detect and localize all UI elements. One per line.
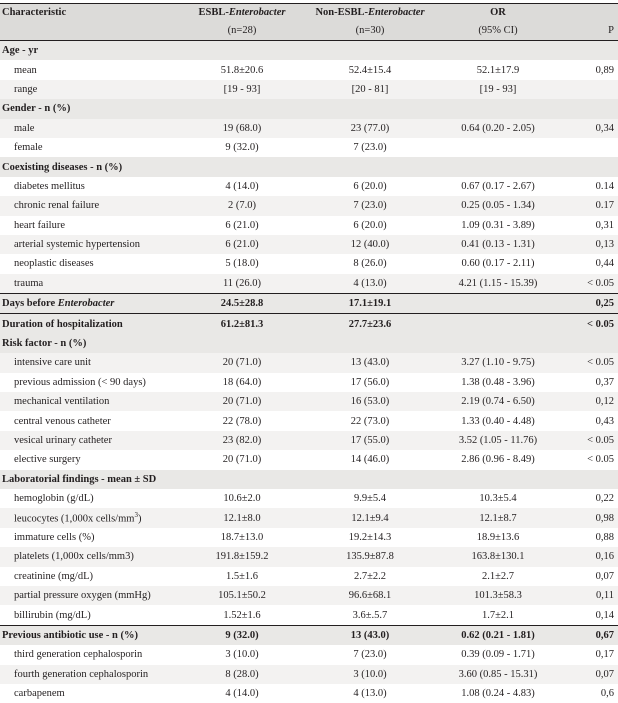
table-row xyxy=(0,216,618,235)
esbl-value: 19 (68.0) xyxy=(178,119,306,138)
esbl-value: 18.7±13.0 xyxy=(178,528,306,547)
esbl-value: 4 (14.0) xyxy=(178,177,306,196)
empty-cell xyxy=(178,99,306,118)
row-label: carbapenem xyxy=(0,684,178,703)
row-label: heart failure xyxy=(0,216,178,235)
esbl-value: 20 (71.0) xyxy=(178,450,306,469)
row-label: elective surgery xyxy=(0,450,178,469)
header-esbl: ESBL-Enterobacter xyxy=(178,4,306,21)
non-esbl-value: 3 (10.0) xyxy=(306,665,434,684)
p-value xyxy=(562,80,618,99)
or-value: 1.33 (0.40 - 4.48) xyxy=(434,411,562,430)
row-label: Coexisting diseases - n (%) xyxy=(0,157,178,176)
p-value: < 0.05 xyxy=(562,314,618,334)
p-value: < 0.05 xyxy=(562,274,618,294)
empty-cell xyxy=(562,157,618,176)
non-esbl-value: 96.6±68.1 xyxy=(306,586,434,605)
row-label: leucocytes (1,000x cells/$mm^3$) xyxy=(0,508,178,527)
non-esbl-value: 14 (46.0) xyxy=(306,450,434,469)
p-value: 0,67 xyxy=(562,625,618,645)
table-row xyxy=(0,508,618,527)
esbl-value: 6 (21.0) xyxy=(178,235,306,254)
or-value: 1.38 (0.48 - 3.96) xyxy=(434,373,562,392)
row-label: mechanical ventilation xyxy=(0,392,178,411)
row-label: billirubin (mg/dL) xyxy=(0,605,178,625)
table-row xyxy=(0,411,618,430)
p-value: 0,14 xyxy=(562,605,618,625)
or-value: 1.09 (0.31 - 3.89) xyxy=(434,216,562,235)
p-value: 0.14 xyxy=(562,177,618,196)
non-esbl-value: 16 (53.0) xyxy=(306,392,434,411)
empty-cell xyxy=(562,334,618,353)
or-value xyxy=(434,138,562,157)
or-value: 3.60 (0.85 - 15.31) xyxy=(434,665,562,684)
empty-cell xyxy=(434,470,562,489)
p-value: 0,07 xyxy=(562,665,618,684)
table-row xyxy=(0,60,618,79)
header-blank-2 xyxy=(0,21,178,41)
table-row xyxy=(0,489,618,508)
empty-cell xyxy=(434,334,562,353)
p-value: 0,25 xyxy=(562,294,618,314)
empty-cell xyxy=(306,334,434,353)
table-row xyxy=(0,605,618,625)
esbl-value: 51.8±20.6 xyxy=(178,60,306,79)
esbl-value: 20 (71.0) xyxy=(178,392,306,411)
or-value: 12.1±8.7 xyxy=(434,508,562,527)
non-esbl-value: 4 (13.0) xyxy=(306,684,434,703)
empty-cell xyxy=(306,157,434,176)
section-header-row xyxy=(0,41,618,61)
non-esbl-value: 7 (23.0) xyxy=(306,196,434,215)
or-value: 0.25 (0.05 - 1.34) xyxy=(434,196,562,215)
esbl-value: 12.1±8.0 xyxy=(178,508,306,527)
row-label: intensive care unit xyxy=(0,353,178,372)
or-value: 0.62 (0.21 - 1.81) xyxy=(434,625,562,645)
row-label: central venous catheter xyxy=(0,411,178,430)
or-value: 0.39 (0.09 - 1.71) xyxy=(434,645,562,664)
esbl-value: 1.52±1.6 xyxy=(178,605,306,625)
table-row xyxy=(0,138,618,157)
non-esbl-value: 17.1±19.1 xyxy=(306,294,434,314)
p-value: 0,34 xyxy=(562,119,618,138)
section-header-row xyxy=(0,470,618,489)
non-esbl-value: 27.7±23.6 xyxy=(306,314,434,334)
row-label: arterial systemic hypertension xyxy=(0,235,178,254)
row-label: chronic renal failure xyxy=(0,196,178,215)
p-value: 0,89 xyxy=(562,60,618,79)
esbl-value: 5 (18.0) xyxy=(178,254,306,273)
or-value: 1.7±2.1 xyxy=(434,605,562,625)
p-value: 0,17 xyxy=(562,645,618,664)
non-esbl-value: 135.9±87.8 xyxy=(306,547,434,566)
esbl-value: 3 (10.0) xyxy=(178,645,306,664)
esbl-value: 22 (78.0) xyxy=(178,411,306,430)
or-value: 2.19 (0.74 - 6.50) xyxy=(434,392,562,411)
non-esbl-value: 2.7±2.2 xyxy=(306,567,434,586)
table-row xyxy=(0,665,618,684)
empty-cell xyxy=(562,470,618,489)
row-label: platelets (1,000x cells/mm3) xyxy=(0,547,178,566)
non-esbl-value: 19.2±14.3 xyxy=(306,528,434,547)
row-label: diabetes mellitus xyxy=(0,177,178,196)
row-label: immature cells (%) xyxy=(0,528,178,547)
table-row xyxy=(0,450,618,469)
table-row xyxy=(0,547,618,566)
header-or: OR xyxy=(434,4,562,21)
or-value: 3.27 (1.10 - 9.75) xyxy=(434,353,562,372)
esbl-value: 20 (71.0) xyxy=(178,353,306,372)
or-value: 0.60 (0.17 - 2.11) xyxy=(434,254,562,273)
empty-cell xyxy=(178,41,306,61)
esbl-value: 9 (32.0) xyxy=(178,625,306,645)
p-value: < 0.05 xyxy=(562,450,618,469)
table-row xyxy=(0,235,618,254)
non-esbl-value: 13 (43.0) xyxy=(306,625,434,645)
empty-cell xyxy=(178,470,306,489)
non-esbl-value: 7 (23.0) xyxy=(306,138,434,157)
table-row xyxy=(0,196,618,215)
empty-cell xyxy=(306,99,434,118)
section-header-row xyxy=(0,334,618,353)
non-esbl-value: 22 (73.0) xyxy=(306,411,434,430)
section-header-row xyxy=(0,625,618,645)
table-body xyxy=(0,41,618,703)
non-esbl-value: 12 (40.0) xyxy=(306,235,434,254)
non-esbl-value: 52.4±15.4 xyxy=(306,60,434,79)
table-row xyxy=(0,586,618,605)
row-label: previous admission (< 90 days) xyxy=(0,373,178,392)
esbl-value: 9 (32.0) xyxy=(178,138,306,157)
header-non-esbl: Non-ESBL-Enterobacter xyxy=(306,4,434,21)
table-row xyxy=(0,645,618,664)
empty-cell xyxy=(178,157,306,176)
p-value: 0,16 xyxy=(562,547,618,566)
row-label: partial pressure oxygen (mmHg) xyxy=(0,586,178,605)
row-label: Gender - n (%) xyxy=(0,99,178,118)
esbl-value: 8 (28.0) xyxy=(178,665,306,684)
empty-cell xyxy=(306,470,434,489)
p-value xyxy=(562,138,618,157)
table-row xyxy=(0,684,618,703)
header-p: P xyxy=(562,21,618,41)
header-blank xyxy=(562,4,618,21)
non-esbl-value: 12.1±9.4 xyxy=(306,508,434,527)
table-row xyxy=(0,80,618,99)
or-value: 4.21 (1.15 - 15.39) xyxy=(434,274,562,294)
row-label: Laboratorial findings - mean ± SD xyxy=(0,470,178,489)
p-value: 0,6 xyxy=(562,684,618,703)
or-value: 1.08 (0.24 - 4.83) xyxy=(434,684,562,703)
section-header-row xyxy=(0,157,618,176)
header-n-esbl: (n=28) xyxy=(178,21,306,41)
non-esbl-value: 17 (55.0) xyxy=(306,431,434,450)
p-value: 0,88 xyxy=(562,528,618,547)
p-value: 0,37 xyxy=(562,373,618,392)
or-value: 0.41 (0.13 - 1.31) xyxy=(434,235,562,254)
empty-cell xyxy=(434,157,562,176)
section-header-row xyxy=(0,99,618,118)
non-esbl-value: 6 (20.0) xyxy=(306,177,434,196)
row-label: neoplastic diseases xyxy=(0,254,178,273)
row-label: Risk factor - n (%) xyxy=(0,334,178,353)
esbl-value: 4 (14.0) xyxy=(178,684,306,703)
header-ci: (95% CI) xyxy=(434,21,562,41)
non-esbl-value: 9.9±5.4 xyxy=(306,489,434,508)
row-label: Age - yr xyxy=(0,41,178,61)
p-value: 0,31 xyxy=(562,216,618,235)
p-value: 0,98 xyxy=(562,508,618,527)
table-row xyxy=(0,528,618,547)
summary-row xyxy=(0,314,618,334)
row-label: female xyxy=(0,138,178,157)
esbl-value: 6 (21.0) xyxy=(178,216,306,235)
esbl-value: 61.2±81.3 xyxy=(178,314,306,334)
table-header xyxy=(0,4,618,41)
or-value: 52.1±17.9 xyxy=(434,60,562,79)
p-value: 0,13 xyxy=(562,235,618,254)
esbl-value: 191.8±159.2 xyxy=(178,547,306,566)
p-value: 0,43 xyxy=(562,411,618,430)
or-value: 0.67 (0.17 - 2.67) xyxy=(434,177,562,196)
row-label: hemoglobin (g/dL) xyxy=(0,489,178,508)
or-value: 101.3±58.3 xyxy=(434,586,562,605)
table-row xyxy=(0,119,618,138)
header-n-non-esbl: (n=30) xyxy=(306,21,434,41)
or-value xyxy=(434,314,562,334)
row-label: male xyxy=(0,119,178,138)
esbl-value: 11 (26.0) xyxy=(178,274,306,294)
p-value: 0,07 xyxy=(562,567,618,586)
row-label: Duration of hospitalization xyxy=(0,314,178,334)
or-value: [19 - 93] xyxy=(434,80,562,99)
esbl-value: 2 (7.0) xyxy=(178,196,306,215)
p-value: 0,44 xyxy=(562,254,618,273)
esbl-value: 18 (64.0) xyxy=(178,373,306,392)
or-value: 0.64 (0.20 - 2.05) xyxy=(434,119,562,138)
esbl-value: 10.6±2.0 xyxy=(178,489,306,508)
p-value: 0,12 xyxy=(562,392,618,411)
esbl-value: 1.5±1.6 xyxy=(178,567,306,586)
esbl-value: 24.5±28.8 xyxy=(178,294,306,314)
empty-cell xyxy=(434,41,562,61)
table-row xyxy=(0,254,618,273)
empty-cell xyxy=(434,99,562,118)
row-label: mean xyxy=(0,60,178,79)
summary-row xyxy=(0,294,618,314)
row-label: Days before Enterobacter xyxy=(0,294,178,314)
row-label: third generation cephalosporin xyxy=(0,645,178,664)
row-label: range xyxy=(0,80,178,99)
header-characteristic: Characteristic xyxy=(0,4,178,21)
empty-cell xyxy=(306,41,434,61)
empty-cell xyxy=(562,41,618,61)
non-esbl-value: 8 (26.0) xyxy=(306,254,434,273)
table-row xyxy=(0,567,618,586)
non-esbl-value: 23 (77.0) xyxy=(306,119,434,138)
or-value: 10.3±5.4 xyxy=(434,489,562,508)
non-esbl-value: 13 (43.0) xyxy=(306,353,434,372)
row-label: fourth generation cephalosporin xyxy=(0,665,178,684)
row-label: creatinine (mg/dL) xyxy=(0,567,178,586)
p-value: 0,11 xyxy=(562,586,618,605)
esbl-value: [19 - 93] xyxy=(178,80,306,99)
or-value: 2.86 (0.96 - 8.49) xyxy=(434,450,562,469)
non-esbl-value: 6 (20.0) xyxy=(306,216,434,235)
table-row xyxy=(0,177,618,196)
p-value: 0,22 xyxy=(562,489,618,508)
row-label: Previous antibiotic use - n (%) xyxy=(0,625,178,645)
row-label: trauma xyxy=(0,274,178,294)
or-value xyxy=(434,294,562,314)
table-row xyxy=(0,353,618,372)
non-esbl-value: [20 - 81] xyxy=(306,80,434,99)
data-table xyxy=(0,4,618,703)
esbl-value: 23 (82.0) xyxy=(178,431,306,450)
table-row xyxy=(0,274,618,294)
empty-cell xyxy=(178,334,306,353)
p-value: < 0.05 xyxy=(562,353,618,372)
table-row xyxy=(0,373,618,392)
non-esbl-value: 7 (23.0) xyxy=(306,645,434,664)
or-value: 2.1±2.7 xyxy=(434,567,562,586)
or-value: 18.9±13.6 xyxy=(434,528,562,547)
non-esbl-value: 3.6±.5.7 xyxy=(306,605,434,625)
or-value: 163.8±130.1 xyxy=(434,547,562,566)
p-value: < 0.05 xyxy=(562,431,618,450)
empty-cell xyxy=(562,99,618,118)
table-row xyxy=(0,431,618,450)
or-value: 3.52 (1.05 - 11.76) xyxy=(434,431,562,450)
esbl-value: 105.1±50.2 xyxy=(178,586,306,605)
non-esbl-value: 4 (13.0) xyxy=(306,274,434,294)
table-row xyxy=(0,392,618,411)
non-esbl-value: 17 (56.0) xyxy=(306,373,434,392)
p-value: 0.17 xyxy=(562,196,618,215)
row-label: vesical urinary catheter xyxy=(0,431,178,450)
